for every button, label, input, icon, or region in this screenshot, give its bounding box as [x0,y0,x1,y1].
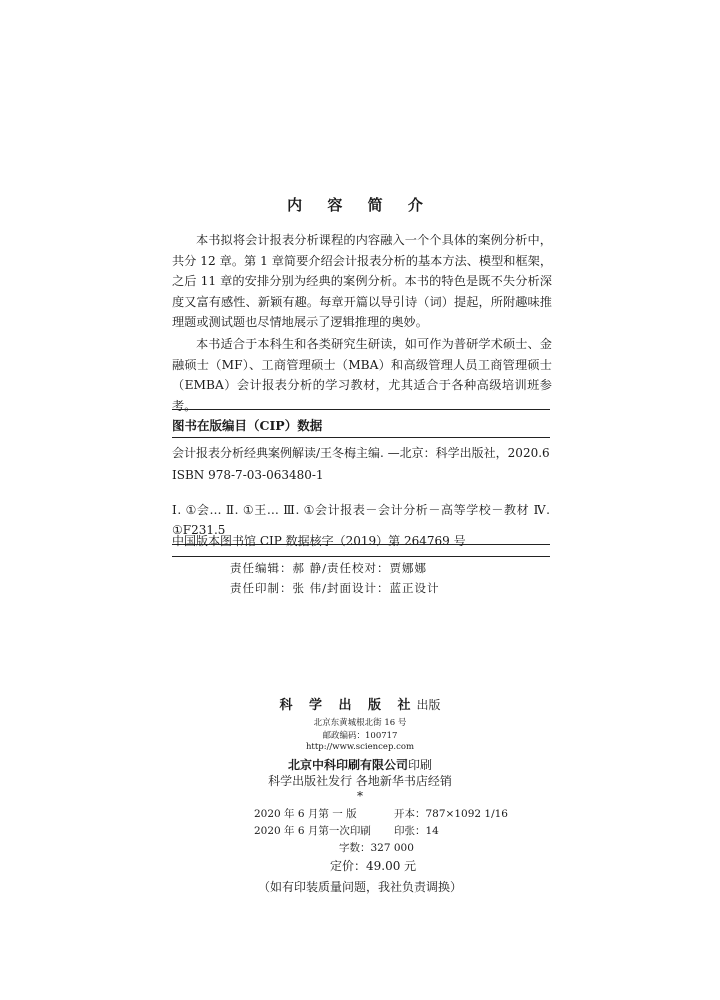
publisher-suffix: 出版 [416,698,441,712]
spec-row-1 [254,806,508,821]
publisher-postcode: 邮政编码：100717 [322,731,398,741]
cip-classification: Ⅰ. ①会… Ⅱ. ①王… Ⅲ. ①会计报表－会计分析－高等学校－教材 Ⅳ. ①F231.5 [172,503,550,537]
cip-divider [172,437,550,438]
printer-line [0,754,720,773]
word-count: 字数：327 000 [339,842,414,854]
summary-paragraph-2: 本书适合于本科生和各类研究生研读，如可作为普研学术硕士、金融硕士（MF）、工商管理硕士（MBA）和高级管理人员工商管理硕士（EMBA）会计报表分析的学习教材，尤其适合于各种高级培训班参考。 [172,337,552,413]
cip-heading: 图书在版编目（CIP）数据 [172,418,323,433]
editors-line-2: 责任印制：张 伟/封面设计：蓝正设计 [230,581,440,595]
format: 开本：787×1092 1/16 [394,808,508,820]
spec-row-2 [254,823,439,838]
publisher-address: 北京东黄城根北街 16 号 [313,718,407,728]
separator-star: * [357,789,363,803]
publisher-name: 科 学 出 版 社 [279,698,417,713]
cip-title-line: 会计报表分析经典案例解读/王冬梅主编. —北京：科学出版社，2020.6 [172,446,550,460]
printing: 2020 年 6 月第一次印刷 [254,825,371,837]
quality-note: （如有印装质量问题，我社负责调换） [257,880,462,894]
cip-data-block [172,409,550,557]
edition: 2020 年 6 月第 一 版 [254,808,357,820]
distribution-line: 科学出版社发行 各地新华书店经销 [268,774,452,788]
publisher-website: http://www.sciencep.com [305,742,415,752]
editors-line-1: 责任编辑：郝 静/责任校对：贾娜娜 [230,561,428,575]
printer-suffix: 印刷 [408,758,433,772]
cip-number: 中国版本图书馆 CIP 数据核字（2019）第 264769 号 [172,534,466,548]
summary-paragraph-1: 本书拟将会计报表分析课程的内容融入一个个具体的案例分析中，共分 12 章。第 1 章简要介绍会计报表分析的基本方法、模型和框架，之后 11 章的安排分别为经典的案例分析。本书的特色是既不失分析深度又富有感性、新颖有趣。每章开篇以导引诗（词）提起，所附趣味推理题或测试题也尽情地展示了逻辑推理的奥妙。 [172,233,553,329]
summary-title: 内 容 简 介 [287,196,433,214]
publisher-line [0,694,720,713]
printer-name: 北京中科印刷有限公司 [287,758,408,772]
cip-isbn: ISBN 978-7-03-063480-1 [172,468,324,482]
sheets: 印张：14 [394,825,439,837]
price: 定价：49.00 元 [330,859,417,873]
